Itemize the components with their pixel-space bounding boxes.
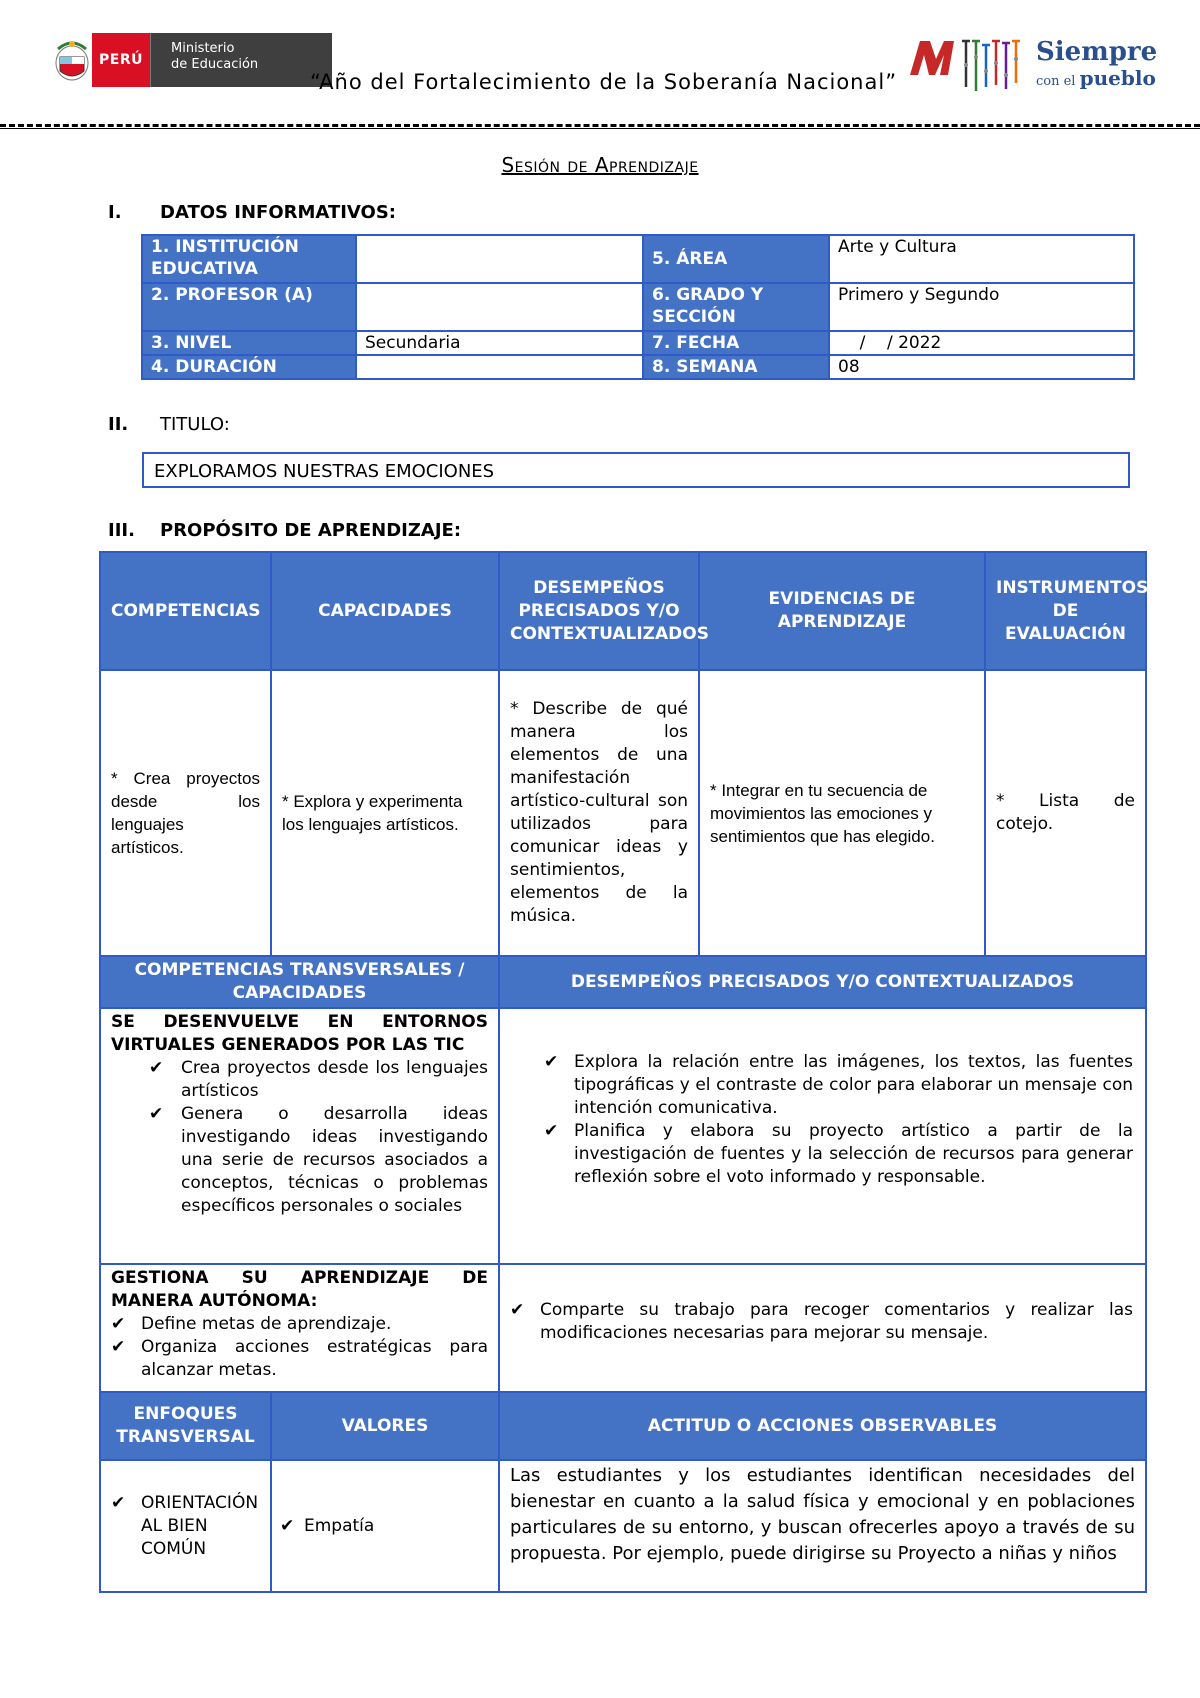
datos-label: 6. GRADO Y SECCIÓN xyxy=(643,283,829,331)
table-row xyxy=(100,670,1146,956)
section-1-title: DATOS INFORMATIVOS: xyxy=(160,202,397,223)
datos-label: 1. INSTITUCIÓN EDUCATIVA xyxy=(142,235,356,283)
column-header: ENFOQUES TRANSVERSAL xyxy=(100,1392,271,1460)
tic-title: SE DESENVUELVE EN ENTORNOS VIRTUALES GENERADOS POR LAS TIC xyxy=(111,1012,488,1055)
list-item: ✔ Planifica y elabora su proyecto artístico a partir de la investigación de fuentes y la selección de recursos para generar reflexión sobre el voto informado y responsable. xyxy=(544,1120,1133,1189)
list-item: ✔ Explora la relación entre las imágenes, los textos, las fuentes tipográficas y el contraste de color para elaborar un mensaje con intención comunicativa. xyxy=(544,1051,1133,1120)
datos-value: Secundaria xyxy=(356,331,643,355)
table-row xyxy=(142,331,1134,355)
datos-value: / / 2022 xyxy=(829,331,1134,355)
document-title xyxy=(0,153,1200,177)
proposito-table xyxy=(99,551,1147,1593)
enfoque-cell xyxy=(100,1460,271,1592)
datos-label: 8. SEMANA xyxy=(643,355,829,379)
autonomo-desempeno-cell xyxy=(499,1264,1146,1392)
autonomo-title: GESTIONA SU APRENDIZAJE DE MANERA AUTÓNOMA: xyxy=(111,1268,488,1311)
datos-label: 5. ÁREA xyxy=(643,235,829,283)
capacidad-cell: * Explora y experimenta los lenguajes artísticos. xyxy=(271,670,499,956)
peru-coat-of-arms-icon xyxy=(52,35,92,83)
table-row xyxy=(142,355,1134,379)
datos-value: 08 xyxy=(829,355,1134,379)
competencia-cell: * Crea proyectos desde los lenguajes artísticos. xyxy=(100,670,271,956)
campaign-subtitle xyxy=(1036,66,1156,90)
section-3-heading xyxy=(108,520,461,541)
column-header: EVIDENCIAS DE APRENDIZAJE xyxy=(699,552,985,670)
tic-competencia-cell xyxy=(100,1008,499,1264)
instrumento-cell: * Lista de cotejo. xyxy=(985,670,1146,956)
datos-informativos-table xyxy=(141,234,1135,380)
datos-value xyxy=(356,235,643,283)
datos-value xyxy=(356,283,643,331)
section-1-heading xyxy=(108,202,396,223)
list-item: ✔ Genera o desarrolla ideas investigando ideas investigando una serie de recursos asociados a conceptos, técnicas o problemas específicos personales o sociales xyxy=(111,1103,488,1218)
column-header: VALORES xyxy=(271,1392,499,1460)
list-item: ✔ Comparte su trabajo para recoger comentarios y realizar las modificaciones necesarias para mejorar su mensaje. xyxy=(510,1299,1133,1345)
datos-label: 3. NIVEL xyxy=(142,331,356,355)
section-3-number: III. xyxy=(108,520,135,541)
column-header: DESEMPEÑOS PRECISADOS Y/O CONTEXTUALIZADOS xyxy=(499,956,1146,1008)
table-row xyxy=(142,283,1134,331)
list-item: ✔ ORIENTACIÓN AL BIEN COMÚN xyxy=(111,1492,260,1561)
ministry-line-2: de Educación xyxy=(171,57,259,72)
campaign-title: Siempre xyxy=(1036,37,1158,67)
list-item: ✔ Define metas de aprendizaje. xyxy=(111,1313,488,1336)
section-1-number: I. xyxy=(108,202,122,223)
year-title: “Año del Fortalecimiento de la Soberanía Nacional” xyxy=(310,70,898,94)
ministry-brand xyxy=(150,33,332,87)
list-item: ✔ Organiza acciones estratégicas para alcanzar metas. xyxy=(111,1336,488,1382)
campaign-pueblo: pueblo xyxy=(1079,66,1156,90)
table-row xyxy=(100,1008,1146,1264)
table-row xyxy=(100,1460,1146,1592)
table-row xyxy=(142,235,1134,283)
evidencia-cell: * Integrar en tu secuencia de movimientos las emociones y sentimientos que has elegido. xyxy=(699,670,985,956)
section-2-number: II. xyxy=(108,414,129,435)
document-title-text: Sesión de Aprendizaje xyxy=(501,153,699,177)
campaign-logo-icon xyxy=(908,35,1038,97)
column-header: DESEMPEÑOS PRECISADOS Y/O CONTEXTUALIZADOS xyxy=(499,552,699,670)
datos-label: 4. DURACIÓN xyxy=(142,355,356,379)
actitud-cell: Las estudiantes y los estudiantes identifican necesidades del bienestar en cuanto a la salud física y emocional y en poblaciones particulares de su entorno, y buscan ofrecerles apoyo a través de su propuesta. Por ejemplo, puede dirigirse su Proyecto a niñas y niños xyxy=(499,1460,1146,1592)
column-header: COMPETENCIAS xyxy=(100,552,271,670)
column-header: INSTRUMENTOS DE EVALUACIÓN xyxy=(985,552,1146,670)
datos-label: 2. PROFESOR (A) xyxy=(142,283,356,331)
valor-cell xyxy=(271,1460,499,1592)
list-item: ✔ Crea proyectos desde los lenguajes artísticos xyxy=(111,1057,488,1103)
header-divider xyxy=(0,124,1200,127)
list-item: ✔ Empatía xyxy=(280,1515,488,1538)
column-header: COMPETENCIAS TRANSVERSALES / CAPACIDADES xyxy=(100,956,499,1008)
datos-value: Arte y Cultura xyxy=(829,235,1134,283)
table-header-row xyxy=(100,552,1146,670)
peru-brand-label: PERÚ xyxy=(92,33,150,87)
section-2-title: TITULO: xyxy=(160,414,230,435)
autonomo-competencia-cell xyxy=(100,1264,499,1392)
table-header-row xyxy=(100,956,1146,1008)
datos-label: 7. FECHA xyxy=(643,331,829,355)
section-2-heading xyxy=(108,414,230,435)
session-title-box: EXPLORAMOS NUESTRAS EMOCIONES xyxy=(142,452,1130,488)
ministry-line-1: Ministerio xyxy=(171,41,235,56)
table-row xyxy=(100,1264,1146,1392)
tic-desempeno-cell xyxy=(499,1008,1146,1264)
datos-value: Primero y Segundo xyxy=(829,283,1134,331)
campaign-con-el: con el xyxy=(1036,74,1076,89)
section-3-title: PROPÓSITO DE APRENDIZAJE: xyxy=(160,520,462,541)
desempeno-cell: * Describe de qué manera los elementos de una manifestación artístico-cultural son utilizados para comunicar ideas y sentimientos, elementos de la música. xyxy=(499,670,699,956)
column-header: ACTITUD O ACCIONES OBSERVABLES xyxy=(499,1392,1146,1460)
column-header: CAPACIDADES xyxy=(271,552,499,670)
datos-value xyxy=(356,355,643,379)
table-header-row xyxy=(100,1392,1146,1460)
header-divider-2 xyxy=(0,128,1200,129)
